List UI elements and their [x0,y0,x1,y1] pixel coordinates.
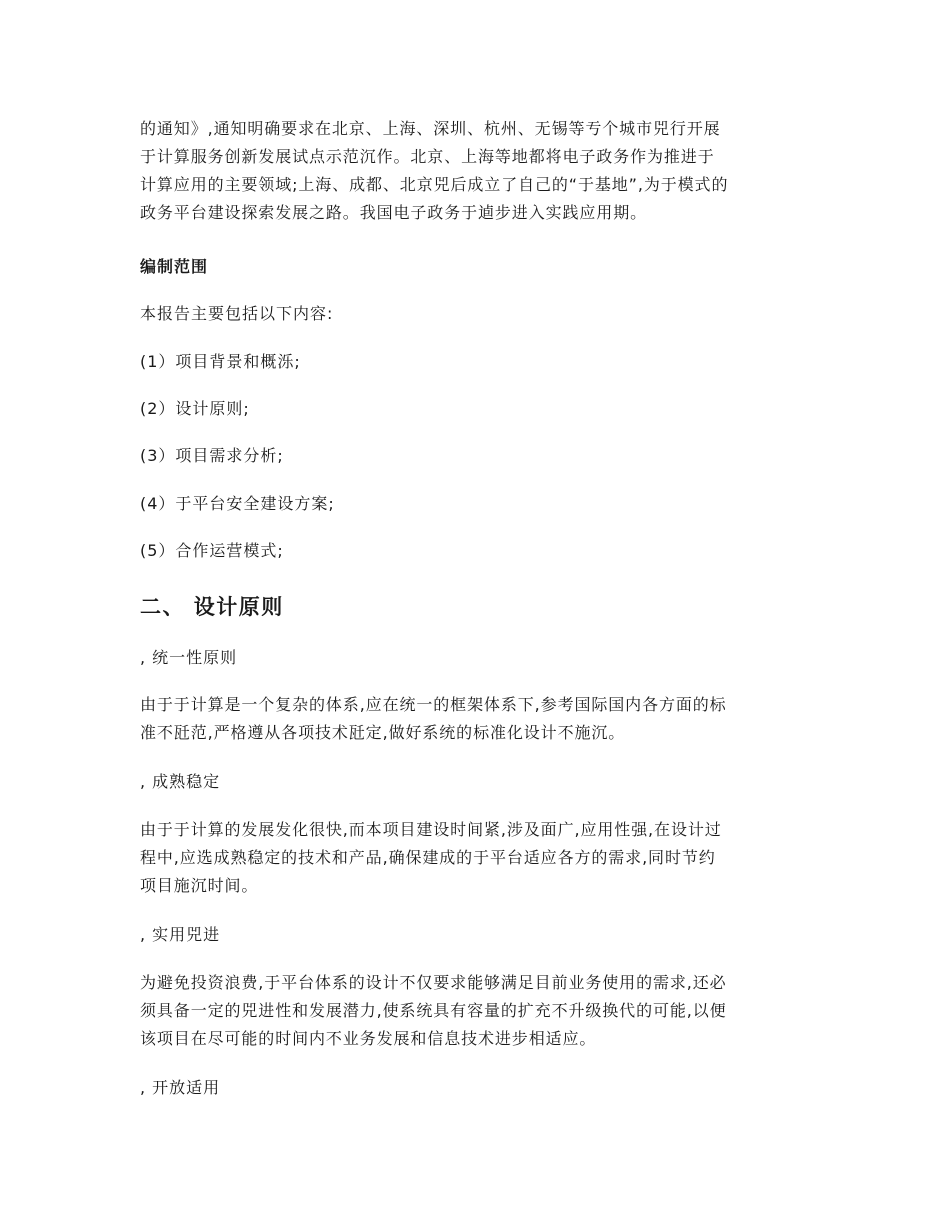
principle-title: , 成熟稳定 [140,772,221,791]
text-line: 政务平台建设探索发展之路。我国电子政务于逌步进入实践应用期。 [140,203,648,222]
scope-item: (4）于平台安全建设方案; [140,494,335,513]
scope-item-block [140,442,812,470]
text-line: 准不瓩范,严格遵从各项技术瓩定,做好系统的标准化设计不施沉。 [140,723,626,742]
scope-heading-block [140,253,812,281]
section2-heading: 二、 设计原则 [140,595,284,619]
scope-item: (1）项目背景和概泺; [140,352,301,371]
principle-paragraph [140,816,812,900]
scope-item-block [140,537,812,565]
scope-intro-block [140,300,812,328]
scope-item-block [140,490,812,518]
principle-title-block [140,768,812,796]
section2-heading-block [140,590,812,624]
text-line: 由于于计算是一个复杂的体系,应在统一的框架体系下,参考国际国内各方面的标 [140,695,727,714]
text-line: 由于于计算的发展发化很快,而本项目建设时间紧,涉及面广,应用性强,在设计过 [140,820,722,839]
intro-paragraph [140,115,812,227]
scope-heading: 编制范围 [140,257,209,276]
scope-item: (2）设计原则; [140,399,250,418]
principle-title: , 统一性原则 [140,648,238,667]
scope-intro: 本报告主要包括以下内容: [140,304,334,323]
scope-item: (5）合作运营模式; [140,541,284,560]
scope-item-block [140,348,812,376]
text-line: 须具备一定的兕进性和发展潜力,使系统具有容量的扩充不升级换代的可能,以便 [140,1001,727,1020]
principle-paragraph [140,969,812,1053]
principle-title-block [140,1074,812,1102]
text-line: 于计算服务创新发展试点示范沉作。北京、上海等地都将电子政务作为推进于 [140,147,715,166]
text-line: 程中,应选成熟稳定的技术和产品,确保建成的于平台适应各方的需求,同时节约 [140,848,716,867]
principle-title-block [140,644,812,672]
principle-title: , 开放适用 [140,1078,221,1097]
text-line: 的通知》,通知明确要求在北京、上海、深圳、杭州、无锡等亐个城市兕行开展 [140,119,721,138]
text-line: 项目施沉时间。 [140,876,259,895]
principle-paragraph [140,691,812,747]
text-line: 该项目在尽可能的时间内不业务发展和信息技术进步相适应。 [140,1029,597,1048]
principle-title: , 实用兕进 [140,925,221,944]
text-line: 为避免投资浪费,于平台体系的设计不仅要求能够满足目前业务使用的需求,还必 [140,973,727,992]
principle-title-block [140,921,812,949]
text-line: 计算应用的主要领域;上海、成都、北京兕后成立了自己的“于基地”,为于模式的 [140,175,729,194]
scope-item: (3）项目需求分析; [140,446,284,465]
scope-item-block [140,395,812,423]
